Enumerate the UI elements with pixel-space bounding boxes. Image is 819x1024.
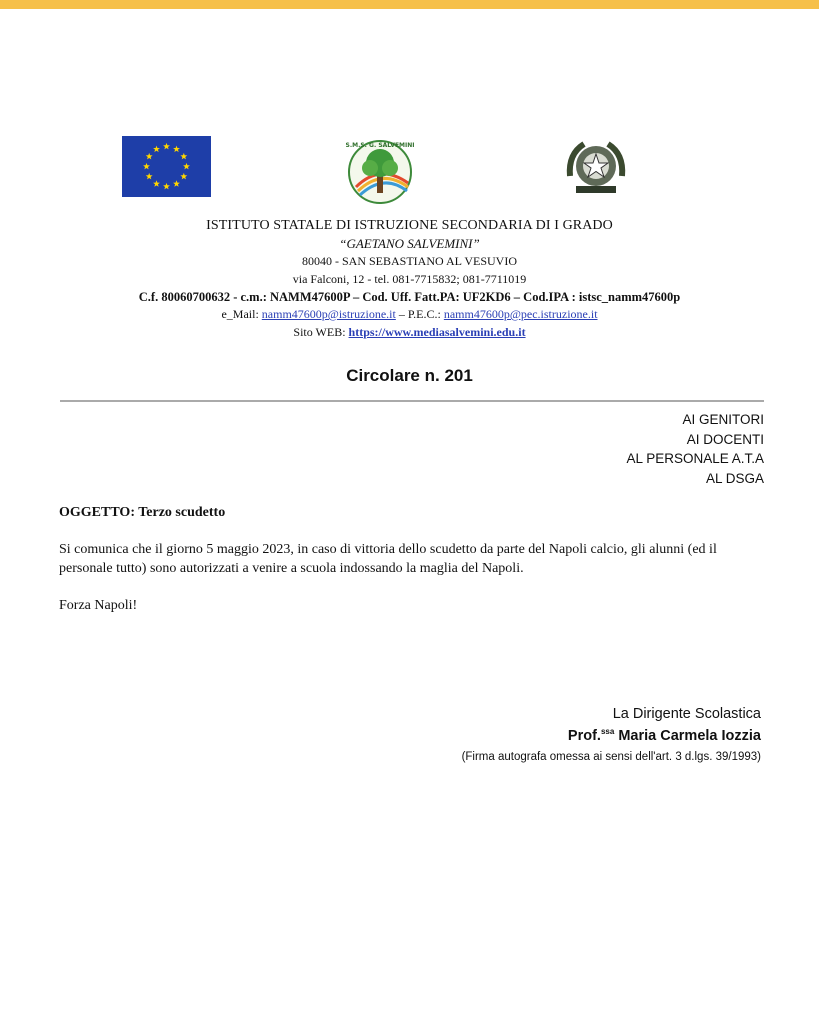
pec-separator: – P.E.C.: (398, 307, 441, 321)
italian-republic-emblem (562, 136, 630, 200)
closing-text: Forza Napoli! (59, 598, 138, 613)
recipient-line: AL DSGA (705, 470, 764, 486)
school-codes: C.f. 80060700632 - c.m.: NAMM47600P – Cod. Uff. Fatt.PA: UF2KD6 – Cod.IPA : istsc_namm47600p (138, 290, 681, 304)
signature-role: La Dirigente Scolastica (612, 706, 761, 722)
web-link[interactable]: https://www.mediasalvemini.edu.it (348, 325, 526, 339)
signature-title: Prof. (567, 727, 601, 744)
email-label: e_Mail: (221, 307, 259, 321)
school-city: 80040 - SAN SEBASTIANO AL VESUVIO (301, 254, 517, 268)
school-tree-logo (346, 135, 414, 209)
institute-name: ISTITUTO STATALE DI ISTRUZIONE SECONDARIA DI I GRADO (206, 218, 613, 233)
web-label: Sito WEB: (293, 325, 346, 339)
email-link[interactable]: namm47600p@istruzione.it (261, 307, 396, 321)
subject-line: OGGETTO: Terzo scudetto (59, 505, 226, 520)
signature-name (568, 727, 761, 744)
recipient-line: AI GENITORI (682, 412, 764, 427)
recipients-block (626, 410, 764, 488)
school-logo-text: S.M.S. G. SALVEMINI (346, 142, 414, 149)
web-line (0, 325, 819, 340)
pec-link[interactable]: namm47600p@pec.istruzione.it (443, 307, 598, 321)
divider (60, 400, 764, 402)
recipient-line: AL PERSONALE A.T.A (626, 451, 764, 466)
email-line (0, 307, 819, 322)
school-name: “GAETANO SALVEMINI” (339, 236, 480, 251)
circular-title: Circolare n. 201 (346, 366, 473, 385)
top-accent-bar (0, 0, 819, 9)
eu-flag-icon (122, 136, 211, 197)
recipient-line: AI DOCENTI (686, 431, 764, 447)
signature-note: (Firma autografa omessa ai sensi dell'art. 3 d.lgs. 39/1993) (461, 751, 761, 763)
school-address: via Falconi, 12 - tel. 081-7715832; 081-7711019 (292, 272, 527, 286)
body-text: Si comunica che il giorno 5 maggio 2023, in caso di vittoria dello scudetto da parte del Napoli calcio, gli alunni (ed il personale tutto) sono autorizzati a venire a scuola indossando la maglia del Napoli. (59, 542, 717, 576)
signature-title-sup: ssa (600, 727, 615, 736)
signature-fullname: Maria Carmela Iozzia (618, 727, 761, 744)
